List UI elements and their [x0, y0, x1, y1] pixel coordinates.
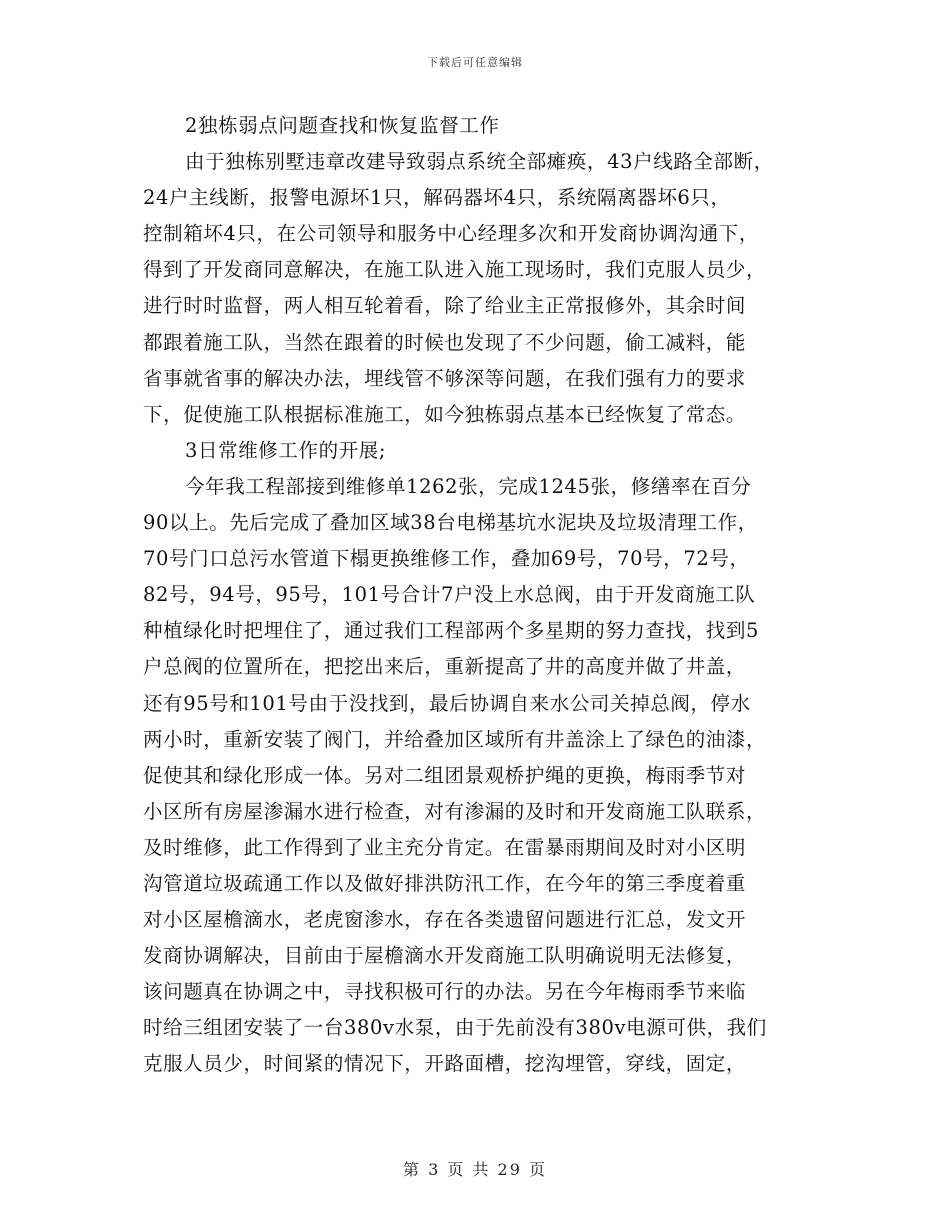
paragraph-line: 今年我工程部接到维修单1262张，完成1245张，修缮率在百分: [185, 474, 752, 498]
section-heading-weak-current: 2独栋弱点问题查找和恢复监督工作: [185, 114, 500, 137]
paragraph-line: 省事就省事的解决办法，埋线管不够深等问题，在我们强有力的要求: [143, 366, 747, 390]
paragraph-line: 70号门口总污水管道下榻更换维修工作，叠加69号，70号，72号，: [143, 547, 750, 571]
paragraph-line: 促使其和绿化形成一体。另对二组团景观桥护绳的更换，梅雨季节对: [143, 763, 747, 787]
paragraph-line: 该问题真在协调之中，寻找积极可行的办法。另在今年梅雨季节来临: [143, 980, 747, 1004]
paragraph-line: 小区所有房屋渗漏水进行检查，对有渗漏的及时和开发商施工队联系，: [143, 799, 767, 823]
paragraph-line: 下，促使施工队根据标准施工，如今独栋弱点基本已经恢复了常态。: [143, 402, 747, 426]
paragraph-line: 及时维修，此工作得到了业主充分肯定。在雷暴雨期间及时对小区明: [143, 835, 747, 859]
paragraph-line: 得到了开发商同意解决，在施工队进入施工现场时，我们克服人员少，: [143, 258, 767, 282]
page-number-footer: 第 3 页 共 29 页: [403, 1160, 547, 1179]
page-header: 下载后可任意编辑: [427, 56, 523, 69]
paragraph-line: 还有95号和101号由于没找到，最后协调自来水公司关掉总阀，停水: [143, 691, 751, 715]
paragraph-line: 82号，94号，95号，101号合计7户没上水总阀，由于开发商施工队: [143, 583, 756, 607]
paragraph-line: 进行时时监督，两人相互轮着看，除了给业主正常报修外，其余时间: [143, 294, 747, 318]
paragraph-line: 发商协调解决，目前由于屋檐滴水开发商施工队明确说明无法修复，: [143, 944, 747, 968]
paragraph-line: 沟管道垃圾疏通工作以及做好排洪防汛工作，在今年的第三季度着重: [143, 871, 747, 895]
paragraph-line: 时给三组团安装了一台380v水泵，由于先前没有380v电源可供，我们: [143, 1016, 767, 1040]
paragraph-line: 都跟着施工队，当然在跟着的时候也发现了不少问题，偷工减料，能: [143, 330, 747, 354]
paragraph-line: 控制箱坏4只，在公司领导和服务中心经理多次和开发商协调沟通下，: [143, 222, 760, 246]
paragraph-line: 对小区屋檐滴水，老虎窗渗水，存在各类遗留问题进行汇总，发文开: [143, 908, 747, 932]
section-heading-maintenance: 3日常维修工作的开展;: [185, 438, 387, 462]
document-body: [143, 108, 823, 1083]
paragraph-line: 两小时，重新安装了阀门，并给叠加区域所有井盖涂上了绿色的油漆，: [143, 727, 767, 751]
paragraph-line: 户总阀的位置所在，把挖出来后，重新提高了井的高度并做了井盖，: [143, 655, 747, 679]
paragraph-line: 24户主线断，报警电源坏1只，解码器坏4只，系统隔离器坏6只，: [143, 186, 731, 210]
paragraph-line: 种植绿化时把埋住了，通过我们工程部两个多星期的努力查找，找到5: [143, 619, 760, 643]
paragraph-line: 克服人员少，时间紧的情况下，开路面槽，挖沟埋管，穿线，固定，: [143, 1052, 747, 1076]
paragraph-line: 由于独栋别墅违章改建导致弱点系统全部瘫痪，43户线路全部断，: [185, 150, 774, 174]
paragraph-line: 90以上。先后完成了叠加区域38台电梯基坑水泥块及垃圾清理工作，: [143, 511, 758, 535]
